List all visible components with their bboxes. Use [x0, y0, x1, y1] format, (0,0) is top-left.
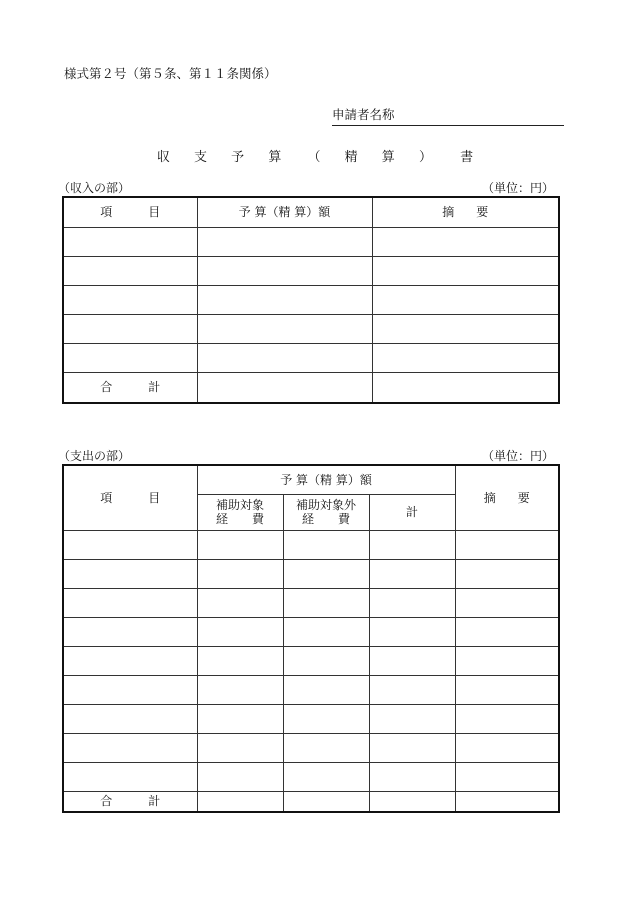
income-amount-cell[interactable] [197, 256, 372, 285]
expense-header-total: 計 [369, 494, 455, 530]
title-char: 算 [381, 150, 395, 165]
income-total-amount-cell[interactable] [197, 372, 372, 403]
expense-remarks-cell[interactable] [455, 704, 559, 733]
income-amount-cell[interactable] [197, 343, 372, 372]
expense-item-cell[interactable] [63, 733, 197, 762]
income-section-label: （収入の部） [58, 181, 131, 195]
title-char: 支 [194, 150, 208, 165]
expense-total-cell[interactable] [369, 617, 455, 646]
expense-header-item: 項 目 [63, 465, 197, 530]
table-row [63, 675, 559, 704]
income-total-row [63, 372, 559, 403]
income-item-cell[interactable] [63, 227, 197, 256]
income-remarks-cell[interactable] [372, 314, 559, 343]
expense-subsidized-cell[interactable] [197, 559, 283, 588]
title-char: （ [307, 150, 321, 165]
expense-header-non-subsidized: 補助対象外 経 費 [283, 494, 369, 530]
expense-total-row [63, 791, 559, 812]
expense-non-subsidized-cell[interactable] [283, 559, 369, 588]
document-title [0, 146, 630, 165]
expense-remarks-cell[interactable] [455, 530, 559, 559]
expense-subsidized-cell[interactable] [197, 675, 283, 704]
expense-item-cell[interactable] [63, 675, 197, 704]
expense-subsidized-cell[interactable] [197, 733, 283, 762]
table-row [63, 704, 559, 733]
expense-header-amount: 予 算（精 算）額 [197, 465, 455, 494]
expense-non-subsidized-cell[interactable] [283, 704, 369, 733]
table-row [63, 530, 559, 559]
expense-subsidized-cell[interactable] [197, 646, 283, 675]
income-remarks-cell[interactable] [372, 256, 559, 285]
table-row [63, 343, 559, 372]
expense-total-cell[interactable] [369, 559, 455, 588]
expense-subsidized-cell[interactable] [197, 530, 283, 559]
title-char: 精 [344, 150, 358, 165]
expense-item-cell[interactable] [63, 530, 197, 559]
income-item-cell[interactable] [63, 256, 197, 285]
expense-total-cell[interactable] [369, 762, 455, 791]
expense-subsidized-cell[interactable] [197, 588, 283, 617]
expense-remarks-cell[interactable] [455, 733, 559, 762]
expense-total-cell[interactable] [369, 530, 455, 559]
expense-total-total-cell[interactable] [369, 791, 455, 812]
income-unit-label: （単位：円） [481, 181, 554, 195]
expense-total-non-subsidized-cell[interactable] [283, 791, 369, 812]
income-amount-cell[interactable] [197, 227, 372, 256]
expense-item-cell[interactable] [63, 559, 197, 588]
table-row [63, 227, 559, 256]
expense-remarks-cell[interactable] [455, 762, 559, 791]
expense-subsidized-cell[interactable] [197, 704, 283, 733]
income-header-row [63, 197, 559, 227]
expense-total-label: 合 計 [63, 791, 197, 812]
title-char: 書 [460, 150, 474, 165]
applicant-label: 申請者名称 [332, 107, 395, 122]
expense-remarks-cell[interactable] [455, 617, 559, 646]
expense-header-remarks: 摘 要 [455, 465, 559, 530]
expense-item-cell[interactable] [63, 762, 197, 791]
income-remarks-cell[interactable] [372, 285, 559, 314]
table-row [63, 314, 559, 343]
expense-header-subsidized: 補助対象 経 費 [197, 494, 283, 530]
expense-non-subsidized-cell[interactable] [283, 530, 369, 559]
expense-section-label: （支出の部） [58, 449, 131, 463]
form-number: 様式第２号（第５条、第１１条関係） [64, 66, 277, 81]
expense-remarks-cell[interactable] [455, 559, 559, 588]
title-char: 収 [156, 150, 170, 165]
table-row [63, 733, 559, 762]
income-header-remarks: 摘 要 [372, 197, 559, 227]
expense-remarks-cell[interactable] [455, 646, 559, 675]
expense-total-cell[interactable] [369, 733, 455, 762]
income-remarks-cell[interactable] [372, 343, 559, 372]
income-remarks-cell[interactable] [372, 227, 559, 256]
income-amount-cell[interactable] [197, 314, 372, 343]
table-row [63, 256, 559, 285]
income-header-item: 項 目 [63, 197, 197, 227]
table-row [63, 285, 559, 314]
table-row [63, 588, 559, 617]
title-char: ） [418, 150, 432, 165]
income-item-cell[interactable] [63, 343, 197, 372]
expense-item-cell[interactable] [63, 617, 197, 646]
expense-total-subsidized-cell[interactable] [197, 791, 283, 812]
title-char: 算 [268, 150, 282, 165]
expense-item-cell[interactable] [63, 704, 197, 733]
expense-header-row [63, 465, 559, 494]
expense-non-subsidized-cell[interactable] [283, 733, 369, 762]
expense-non-subsidized-cell[interactable] [283, 617, 369, 646]
expense-subsidized-cell[interactable] [197, 762, 283, 791]
income-table [62, 196, 560, 404]
table-row [63, 559, 559, 588]
expense-table [62, 464, 560, 813]
expense-non-subsidized-cell[interactable] [283, 762, 369, 791]
expense-total-cell[interactable] [369, 675, 455, 704]
expense-unit-label: （単位：円） [481, 449, 554, 463]
table-row [63, 646, 559, 675]
expense-total-cell[interactable] [369, 588, 455, 617]
expense-non-subsidized-cell[interactable] [283, 588, 369, 617]
expense-remarks-cell[interactable] [455, 588, 559, 617]
income-header-amount: 予 算（精 算）額 [197, 197, 372, 227]
income-total-label: 合 計 [63, 372, 197, 403]
table-row [63, 617, 559, 646]
applicant-name-field[interactable] [332, 105, 564, 126]
expense-item-cell[interactable] [63, 588, 197, 617]
income-amount-cell[interactable] [197, 285, 372, 314]
income-item-cell[interactable] [63, 285, 197, 314]
expense-total-cell[interactable] [369, 704, 455, 733]
expense-subsidized-cell[interactable] [197, 617, 283, 646]
expense-item-cell[interactable] [63, 646, 197, 675]
expense-total-cell[interactable] [369, 646, 455, 675]
expense-remarks-cell[interactable] [455, 675, 559, 704]
expense-non-subsidized-cell[interactable] [283, 675, 369, 704]
expense-total-remarks-cell[interactable] [455, 791, 559, 812]
table-row [63, 762, 559, 791]
income-total-remarks-cell[interactable] [372, 372, 559, 403]
expense-non-subsidized-cell[interactable] [283, 646, 369, 675]
income-item-cell[interactable] [63, 314, 197, 343]
title-char: 予 [231, 150, 245, 165]
